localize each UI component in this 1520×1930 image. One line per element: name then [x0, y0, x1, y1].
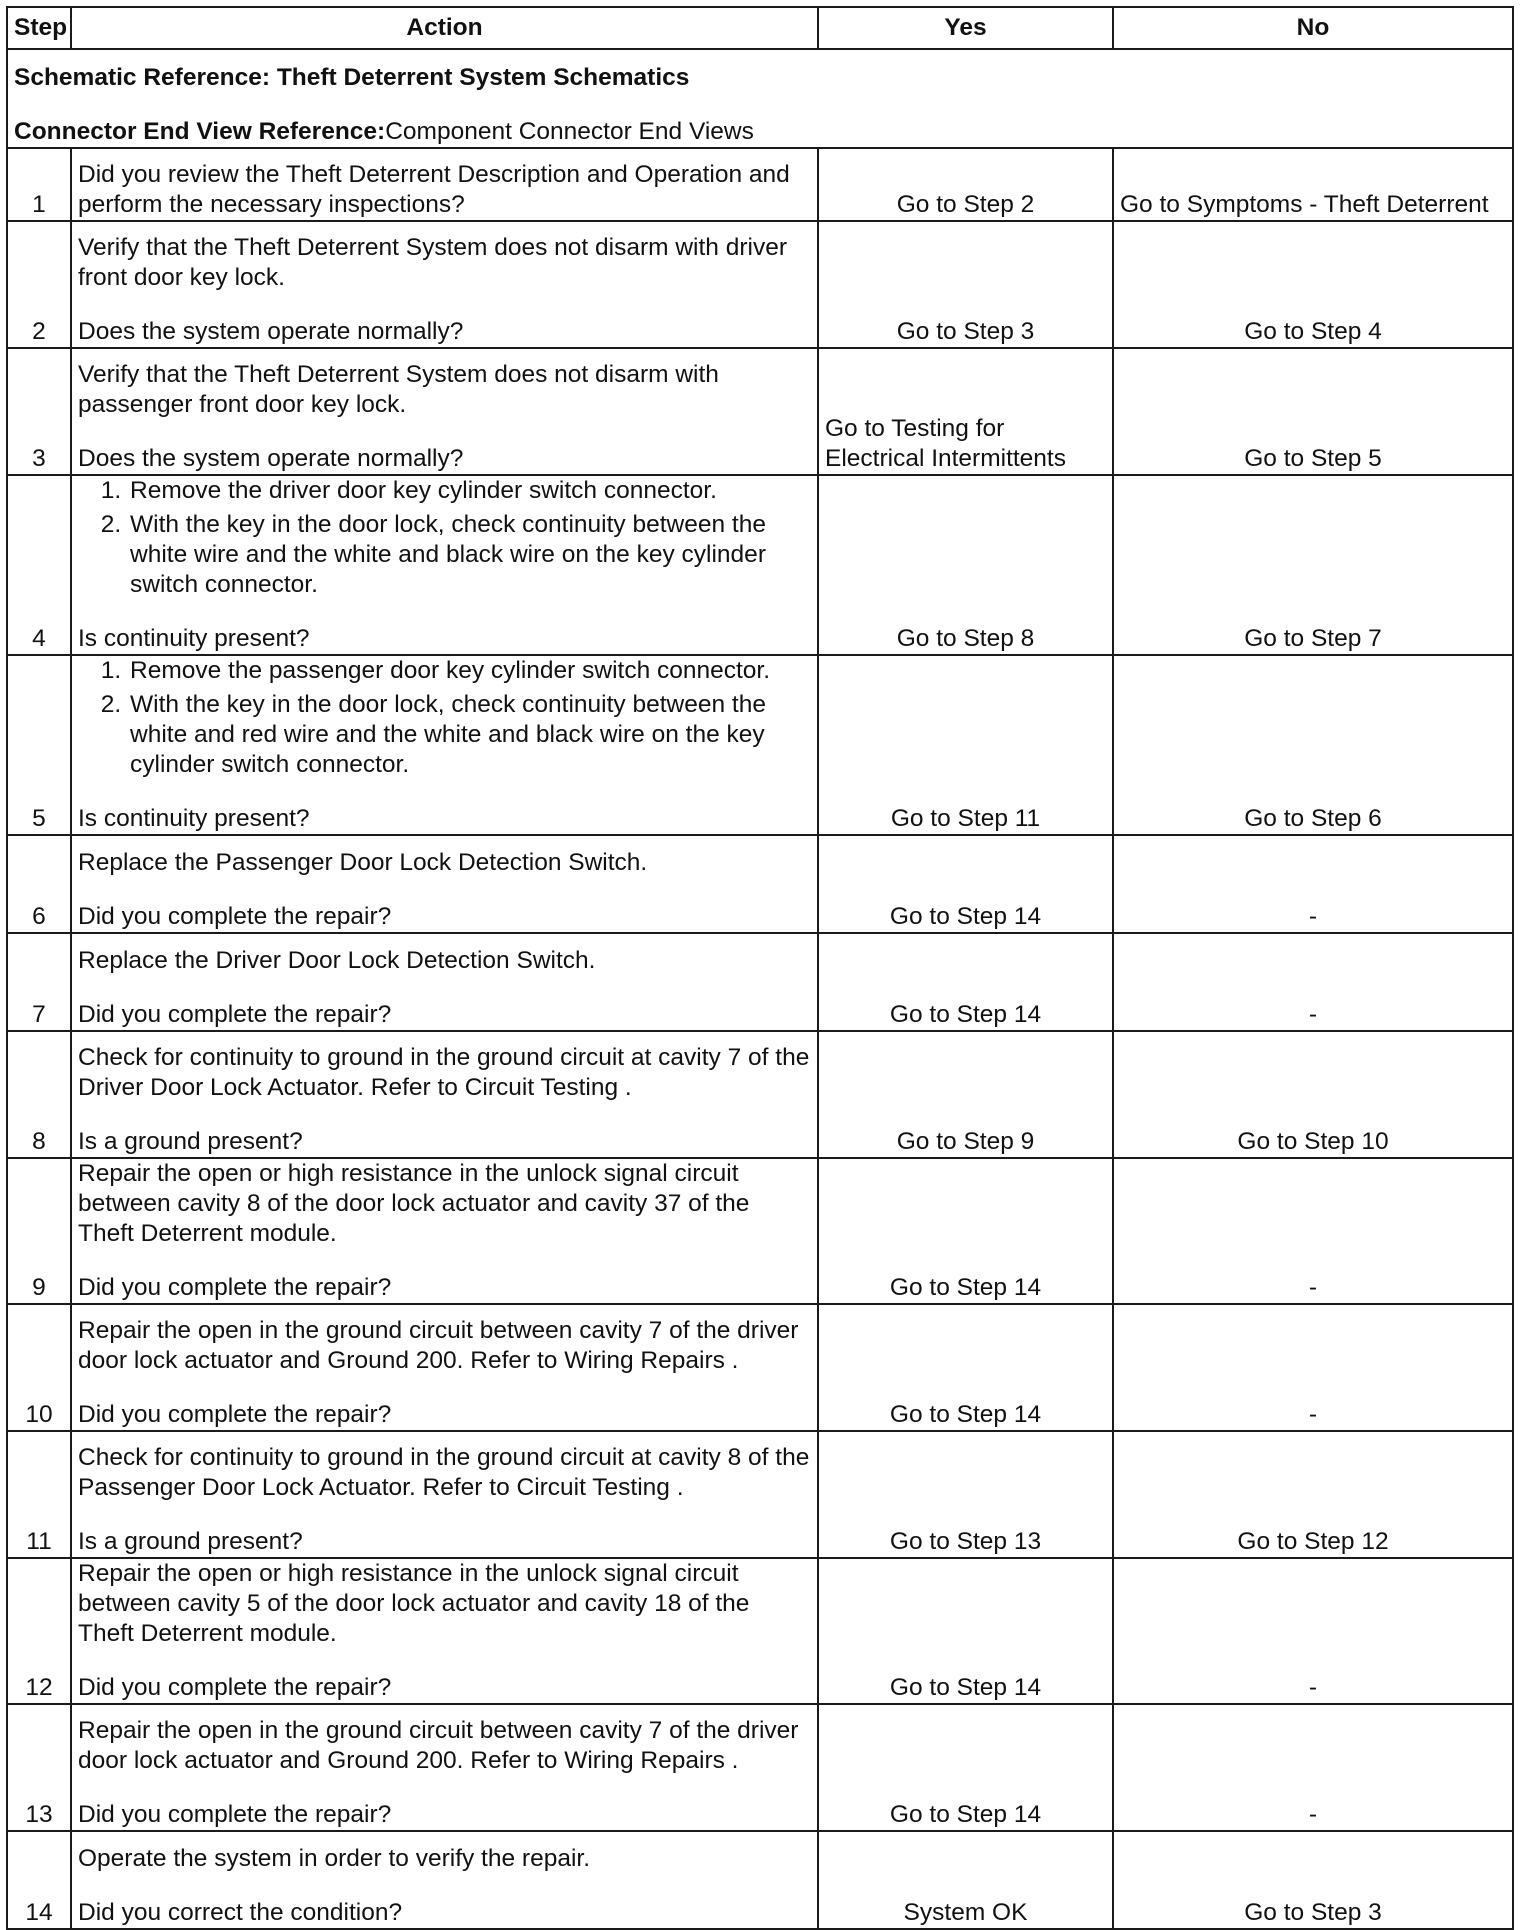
action-text: Check for continuity to ground in the ground circuit at cavity 8 of the Passenger Door Lock Actuator. Refer to Circuit Testing .	[78, 1444, 810, 1501]
substep-list	[78, 656, 811, 780]
action-text: Operate the system in order to verify the repair.	[78, 1845, 591, 1872]
action-cell	[71, 933, 818, 1031]
action-question: Does the system operate normally?	[78, 445, 464, 472]
yes-result: Go to Testing for Electrical Intermittents	[818, 348, 1113, 475]
action-cell	[71, 1304, 818, 1431]
step-number: 10	[7, 1304, 71, 1431]
action-text: Repair the open or high resistance in the unlock signal circuit between cavity 5 of the door lock actuator and cavity 18 of the Theft Deterrent module.	[78, 1560, 750, 1647]
step-number: 2	[7, 221, 71, 348]
header-step: Step	[7, 7, 71, 49]
action-text: Verify that the Theft Deterrent System does not disarm with driver front door key lock.	[78, 234, 787, 291]
action-cell	[71, 655, 818, 835]
no-result: Go to Symptoms - Theft Deterrent	[1113, 148, 1513, 221]
step-number: 9	[7, 1158, 71, 1304]
action-cell	[71, 148, 818, 221]
step-number: 3	[7, 348, 71, 475]
no-result: -	[1113, 933, 1513, 1031]
action-question: Did you complete the repair?	[78, 1001, 392, 1028]
table-row	[7, 1158, 1513, 1304]
step-number: 4	[7, 475, 71, 655]
yes-result: Go to Step 14	[818, 933, 1113, 1031]
connector-reference	[14, 117, 1506, 147]
table-row	[7, 1704, 1513, 1831]
table-row	[7, 221, 1513, 348]
table-row	[7, 1831, 1513, 1929]
action-question: Did you correct the condition?	[78, 1899, 403, 1926]
yes-result: Go to Step 14	[818, 835, 1113, 933]
action-question: Did you complete the repair?	[78, 1274, 392, 1301]
action-question: Did you complete the repair?	[78, 1674, 392, 1701]
table-row	[7, 148, 1513, 221]
no-result: Go to Step 7	[1113, 475, 1513, 655]
no-result: -	[1113, 1704, 1513, 1831]
action-cell	[71, 1431, 818, 1558]
schematic-reference: Schematic Reference: Theft Deterrent System Schematics	[14, 64, 690, 91]
yes-result: Go to Step 14	[818, 1704, 1113, 1831]
step-number: 11	[7, 1431, 71, 1558]
action-question: Is a ground present?	[78, 1128, 303, 1155]
yes-result: Go to Step 14	[818, 1304, 1113, 1431]
table-row	[7, 348, 1513, 475]
reference-cell	[7, 49, 1513, 148]
action-question: Does the system operate normally?	[78, 318, 464, 345]
yes-result: Go to Step 11	[818, 655, 1113, 835]
substep-list	[78, 476, 811, 600]
reference-row	[7, 49, 1513, 148]
yes-result: Go to Step 14	[818, 1158, 1113, 1304]
action-cell	[71, 1158, 818, 1304]
action-cell	[71, 1831, 818, 1929]
no-result: Go to Step 6	[1113, 655, 1513, 835]
table-row	[7, 1031, 1513, 1158]
table-row	[7, 475, 1513, 655]
action-question: Did you complete the repair?	[78, 1401, 392, 1428]
step-number: 1	[7, 148, 71, 221]
yes-result: Go to Step 2	[818, 148, 1113, 221]
action-question: Did you complete the repair?	[78, 903, 392, 930]
no-result: Go to Step 12	[1113, 1431, 1513, 1558]
action-cell	[71, 475, 818, 655]
action-text: Replace the Driver Door Lock Detection Switch.	[78, 947, 596, 974]
no-result: Go to Step 3	[1113, 1831, 1513, 1929]
no-result: -	[1113, 835, 1513, 933]
action-cell	[71, 1558, 818, 1704]
substep-item: 1. Remove the driver door key cylinder switch connector.	[128, 476, 811, 506]
substep-item: 2. With the key in the door lock, check continuity between the white wire and the white and black wire on the key cylinder switch connector.	[128, 510, 811, 600]
action-text: Check for continuity to ground in the ground circuit at cavity 7 of the Driver Door Lock Actuator. Refer to Circuit Testing .	[78, 1044, 810, 1101]
no-result: Go to Step 4	[1113, 221, 1513, 348]
step-number: 13	[7, 1704, 71, 1831]
substep-item: 1. Remove the passenger door key cylinder switch connector.	[128, 656, 811, 686]
diagnostic-table	[6, 6, 1514, 1930]
action-question: Is a ground present?	[78, 1528, 303, 1555]
action-cell	[71, 1031, 818, 1158]
action-question: Is continuity present?	[78, 805, 310, 832]
table-row	[7, 1304, 1513, 1431]
step-number: 6	[7, 835, 71, 933]
yes-result: Go to Step 8	[818, 475, 1113, 655]
table-row	[7, 933, 1513, 1031]
step-number: 7	[7, 933, 71, 1031]
header-yes: Yes	[818, 7, 1113, 49]
action-cell	[71, 221, 818, 348]
no-result: Go to Step 5	[1113, 348, 1513, 475]
action-text: Replace the Passenger Door Lock Detection Switch.	[78, 849, 648, 876]
action-cell	[71, 835, 818, 933]
action-cell	[71, 1704, 818, 1831]
header-no: No	[1113, 7, 1513, 49]
yes-result: Go to Step 14	[818, 1558, 1113, 1704]
action-text: Verify that the Theft Deterrent System does not disarm with passenger front door key lock.	[78, 361, 719, 418]
no-result: -	[1113, 1558, 1513, 1704]
action-text: Repair the open in the ground circuit between cavity 7 of the driver door lock actuator and Ground 200. Refer to Wiring Repairs .	[78, 1717, 799, 1774]
action-question: Did you complete the repair?	[78, 1801, 392, 1828]
action-text: Repair the open in the ground circuit between cavity 7 of the driver door lock actuator and Ground 200. Refer to Wiring Repairs .	[78, 1317, 799, 1374]
header-action: Action	[71, 7, 818, 49]
step-number: 5	[7, 655, 71, 835]
action-text: Did you review the Theft Deterrent Description and Operation and perform the necessary inspections?	[78, 161, 790, 218]
no-result: -	[1113, 1304, 1513, 1431]
header-row	[7, 7, 1513, 49]
yes-result: Go to Step 3	[818, 221, 1113, 348]
connector-reference-label: Connector End View Reference:	[14, 118, 386, 145]
diagnostic-table-sheet	[6, 6, 1512, 1926]
no-result: -	[1113, 1158, 1513, 1304]
action-question: Is continuity present?	[78, 625, 310, 652]
substep-item: 2. With the key in the door lock, check continuity between the white and red wire and the white and black wire on the key cylinder switch connector.	[128, 690, 811, 780]
table-row	[7, 835, 1513, 933]
table-row	[7, 655, 1513, 835]
step-number: 8	[7, 1031, 71, 1158]
step-number: 12	[7, 1558, 71, 1704]
table-row	[7, 1558, 1513, 1704]
connector-reference-value: Component Connector End Views	[385, 118, 754, 145]
yes-result: Go to Step 9	[818, 1031, 1113, 1158]
table-row	[7, 1431, 1513, 1558]
yes-result: System OK	[818, 1831, 1113, 1929]
step-number: 14	[7, 1831, 71, 1929]
action-cell	[71, 348, 818, 475]
yes-result: Go to Step 13	[818, 1431, 1113, 1558]
action-text: Repair the open or high resistance in the unlock signal circuit between cavity 8 of the door lock actuator and cavity 37 of the Theft Deterrent module.	[78, 1160, 750, 1247]
no-result: Go to Step 10	[1113, 1031, 1513, 1158]
